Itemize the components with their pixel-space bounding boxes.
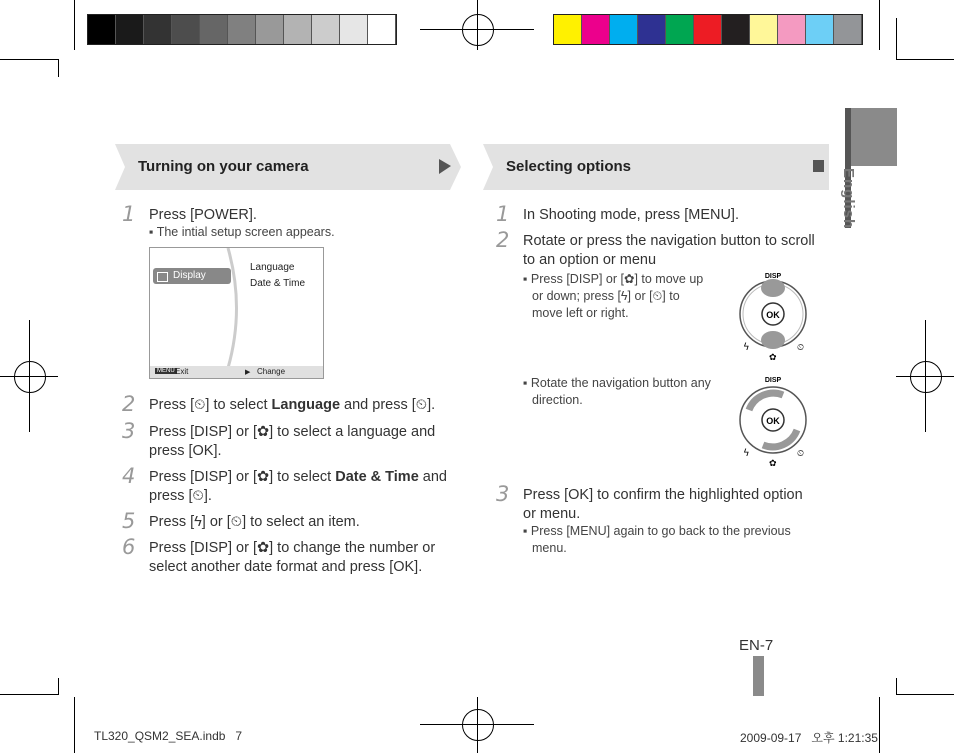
color-swatch	[582, 15, 610, 44]
crop-mark	[0, 59, 58, 60]
color-swatch	[610, 15, 638, 44]
svg-text:OK: OK	[766, 310, 780, 320]
exit-label: Exit	[175, 367, 189, 376]
gray-swatch	[144, 15, 172, 44]
navigation-dial-icon	[733, 270, 813, 362]
step-number: 3	[122, 419, 136, 443]
color-swatch	[666, 15, 694, 44]
crop-mark	[896, 59, 954, 60]
gray-swatch	[368, 15, 396, 44]
left-section-title: Turning on your camera	[138, 158, 309, 175]
footer-filename: TL320_QSM2_SEA.indb 7	[94, 729, 243, 743]
date-time-option: Date & Time	[250, 278, 306, 289]
display-menu-item: Display	[153, 268, 231, 284]
crop-mark	[896, 694, 954, 695]
crop-mark	[879, 0, 880, 50]
gray-swatch-bar	[87, 14, 397, 45]
step-1-text: Press [POWER].	[149, 207, 257, 223]
crop-mark	[896, 18, 897, 59]
crop-mark	[0, 694, 58, 695]
right-section-title: Selecting options	[506, 158, 632, 175]
gray-swatch	[256, 15, 284, 44]
step-number: 5	[122, 509, 136, 533]
display-icon	[157, 272, 168, 282]
svg-text:OK: OK	[766, 416, 780, 426]
step-number: 4	[122, 464, 136, 488]
menu-key-icon: MENU	[157, 368, 175, 374]
color-swatch	[778, 15, 806, 44]
svg-text:⏲: ⏲	[797, 449, 805, 459]
step-6-text: Press [DISP] or [✿] to change the number or select another date format and press [OK].	[149, 540, 436, 575]
right-step-1-text: In Shooting mode, press [MENU].	[523, 207, 739, 223]
right-step-3-text: Press [OK] to confirm the highlighted option or menu.	[523, 487, 803, 522]
rotate-dial-icon	[733, 374, 813, 466]
right-step-2-bullet-1: ▪ Press [DISP] or [✿] to move up or down; press [ϟ] or [⏲] to move left or right.	[523, 272, 704, 320]
gray-swatch	[200, 15, 228, 44]
crop-mark	[58, 59, 59, 77]
right-step-2-bullet-2: ▪ Rotate the navigation button any direction.	[523, 376, 711, 407]
right-step-3-bullet: ▪ Press [MENU] again to go back to the previous menu.	[523, 524, 791, 555]
gray-swatch	[312, 15, 340, 44]
crop-mark	[879, 697, 880, 753]
crop-mark	[74, 0, 75, 50]
footer-timestamp: 2009-09-17 오후 1:21:35	[740, 731, 878, 745]
step-number: 2	[496, 228, 510, 252]
color-swatch	[554, 15, 582, 44]
crop-mark	[896, 678, 897, 695]
step-number: 1	[496, 202, 510, 226]
step-1-note: ▪ The intial setup screen appears.	[149, 225, 335, 239]
crop-mark	[58, 678, 59, 695]
svg-text:✿: ✿	[769, 353, 777, 362]
gray-swatch	[284, 15, 312, 44]
svg-text:✿: ✿	[769, 459, 777, 466]
gray-swatch	[172, 15, 200, 44]
step-number: 6	[122, 535, 136, 559]
color-swatch	[750, 15, 778, 44]
svg-text:⏲: ⏲	[797, 343, 805, 353]
svg-text:ϟ: ϟ	[743, 448, 750, 459]
step-number: 2	[122, 392, 136, 416]
right-step-2-text: Rotate or press the navigation button to scroll to an option or menu	[523, 233, 815, 268]
color-swatch	[834, 15, 862, 44]
color-swatch	[694, 15, 722, 44]
color-swatch-bar	[553, 14, 863, 45]
svg-text:DISP: DISP	[764, 377, 782, 384]
svg-text:ϟ: ϟ	[743, 342, 750, 353]
gray-swatch	[116, 15, 144, 44]
gray-swatch	[340, 15, 368, 44]
gray-swatch	[228, 15, 256, 44]
gray-swatch	[88, 15, 116, 44]
color-swatch	[806, 15, 834, 44]
step-number: 1	[122, 202, 136, 226]
page-number: EN-7	[739, 637, 774, 654]
step-4-text: Press [DISP] or [✿] to select Date & Time and press [⏲].	[149, 469, 447, 504]
color-swatch	[638, 15, 666, 44]
step-number: 3	[496, 482, 510, 506]
step-2-text: Press [⏲] to select Language and press [⏲].	[149, 397, 436, 413]
page-tab-marker	[753, 656, 764, 696]
language-option: Language	[250, 262, 295, 273]
svg-text:DISP: DISP	[764, 273, 782, 280]
right-arrow-icon: ▶	[245, 369, 251, 376]
change-label: Change	[257, 367, 286, 376]
crop-mark	[74, 697, 75, 753]
step-3-text: Press [DISP] or [✿] to select a language and press [OK].	[149, 424, 436, 459]
language-tab	[845, 108, 897, 166]
language-tab-label: English	[840, 168, 857, 230]
step-5-text: Press [ϟ] or [⏲] to select an item.	[149, 514, 360, 530]
camera-setup-screen	[149, 247, 324, 379]
color-swatch	[722, 15, 750, 44]
